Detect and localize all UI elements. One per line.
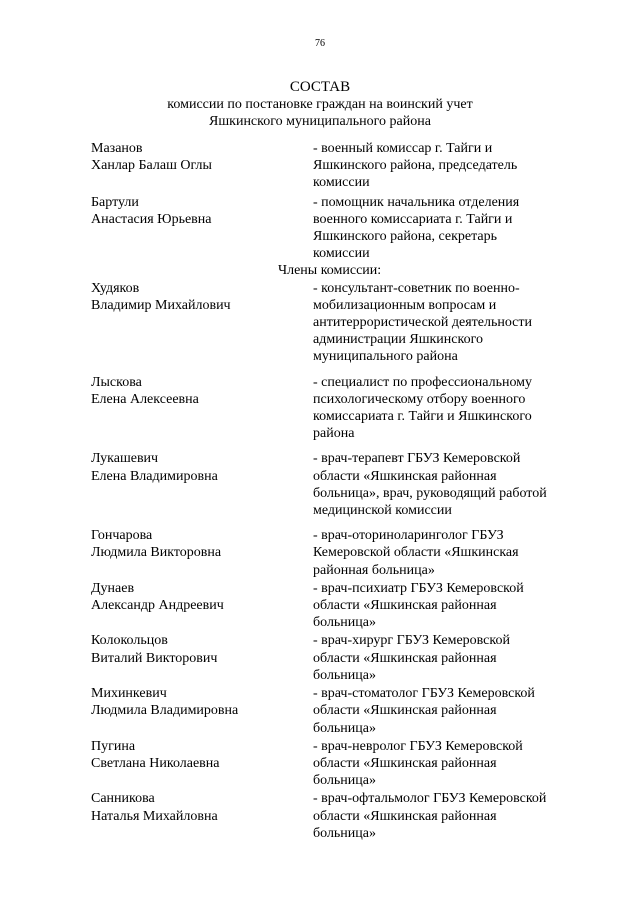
member-surname: Мазанов <box>91 141 143 156</box>
commission-members-list <box>91 140 591 842</box>
role-line: больница» <box>313 667 376 683</box>
member-name <box>91 790 313 842</box>
member-name <box>91 685 313 737</box>
member-role <box>313 194 583 263</box>
role-line: медицинской комиссии <box>313 503 452 519</box>
member-name <box>91 194 313 263</box>
member-given-names: Анастасия Юрьевна <box>91 211 212 227</box>
member-surname: Лукашевич <box>91 451 159 467</box>
member-given-names: Елена Владимировна <box>91 468 218 484</box>
member-entry <box>91 580 591 632</box>
member-role <box>313 374 583 443</box>
role-line: - врач-стоматолог ГБУЗ Кемеровской <box>313 686 535 702</box>
member-name <box>91 527 313 579</box>
role-line: военного комиссариата г. Тайги и <box>313 211 513 227</box>
member-name <box>91 280 313 366</box>
member-given-names: Светлана Николаевна <box>91 755 220 771</box>
role-line: больница» <box>313 825 376 841</box>
role-line: больница» <box>313 773 376 789</box>
member-name <box>91 374 313 443</box>
member-entry <box>91 632 591 684</box>
member-surname: Михинкевич <box>91 686 167 702</box>
role-line: - врач-оториноларинголог ГБУЗ <box>313 528 504 544</box>
role-line: психологическому отбору военного <box>313 391 526 407</box>
role-line: - врач-невролог ГБУЗ Кемеровской <box>313 738 523 754</box>
member-name <box>91 738 313 790</box>
member-given-names: Александр Андреевич <box>91 598 224 614</box>
role-line: мобилизационным вопросам и <box>313 297 497 313</box>
role-line: Яшкинского района, председатель <box>313 158 518 174</box>
member-role <box>313 738 583 790</box>
role-line: больница» <box>313 720 376 736</box>
members-heading: Члены комиссии: <box>278 263 382 279</box>
member-given-names: Владимир Михайлович <box>91 297 231 313</box>
role-line: больница» <box>313 615 376 631</box>
role-line: - консультант-советник по военно- <box>313 280 520 296</box>
role-line: больница», врач, руководящий работой <box>313 485 547 501</box>
member-given-names: Елена Алексеевна <box>91 391 199 407</box>
member-role <box>313 450 583 519</box>
role-line: области «Яшкинская районная <box>313 755 497 771</box>
role-line: - помощник начальника отделения <box>313 194 520 210</box>
member-entry <box>91 450 591 519</box>
member-role <box>313 632 583 684</box>
role-line: Кемеровской области «Яшкинская <box>313 545 519 561</box>
member-entry <box>91 280 591 366</box>
role-line: - врач-терапевт ГБУЗ Кемеровской <box>313 451 521 467</box>
role-line: области «Яшкинская районная <box>313 598 497 614</box>
member-role <box>313 280 583 366</box>
member-surname: Гончарова <box>91 528 153 544</box>
member-surname: Худяков <box>91 280 140 296</box>
role-line: комиссии <box>313 246 370 262</box>
member-role <box>313 685 583 737</box>
member-name <box>91 450 313 519</box>
member-given-names: Наталья Михайловна <box>91 808 218 824</box>
role-line: Яшкинского района, секретарь <box>313 229 498 245</box>
document-subtitle-line-1: комиссии по постановке граждан на воинский учет <box>167 97 473 112</box>
role-line: комиссии <box>313 175 370 191</box>
member-name <box>91 580 313 632</box>
member-surname: Лыскова <box>91 374 142 390</box>
member-given-names: Людмила Викторовна <box>91 545 222 561</box>
role-line: комиссариата г. Тайги и Яшкинского <box>313 409 532 425</box>
role-line: - врач-психиатр ГБУЗ Кемеровской <box>313 580 524 596</box>
document-subtitle-line-2: Яшкинского муниципального района <box>209 114 431 129</box>
member-surname: Дунаев <box>91 580 135 596</box>
member-surname: Бартули <box>91 194 139 210</box>
member-entry <box>91 374 591 443</box>
role-line: муниципального района <box>313 349 458 365</box>
member-surname: Санникова <box>91 791 155 807</box>
member-role <box>313 580 583 632</box>
role-line: области «Яшкинская районная <box>313 468 497 484</box>
member-surname: Колокольцов <box>91 633 168 649</box>
role-line: области «Яшкинская районная <box>313 650 497 666</box>
page-number: 76 <box>315 38 325 49</box>
member-given-names: Ханлар Балаш Оглы <box>91 158 212 174</box>
member-name <box>91 632 313 684</box>
role-line: - врач-офтальмолог ГБУЗ Кемеровской <box>313 791 547 807</box>
role-line: районная больница» <box>313 562 435 578</box>
role-line: области «Яшкинская районная <box>313 703 497 719</box>
member-role <box>313 790 583 842</box>
member-entry <box>91 194 591 263</box>
role-line: администрации Яшкинского <box>313 332 483 348</box>
member-given-names: Виталий Викторович <box>91 650 218 666</box>
role-line: - специалист по профессиональному <box>313 374 533 390</box>
member-name <box>91 140 313 192</box>
role-line: - военный комиссар г. Тайги и <box>313 141 493 156</box>
member-entry <box>91 685 591 737</box>
member-surname: Пугина <box>91 738 136 754</box>
document-title: СОСТАВ <box>289 79 351 95</box>
member-entry <box>91 738 591 790</box>
role-line: - врач-хирург ГБУЗ Кемеровской <box>313 633 510 649</box>
member-role <box>313 140 583 192</box>
role-line: района <box>313 426 355 442</box>
member-entry <box>91 790 591 842</box>
member-role <box>313 527 583 579</box>
member-given-names: Людмила Владимировна <box>91 703 239 719</box>
member-entry <box>91 140 591 192</box>
role-line: области «Яшкинская районная <box>313 808 497 824</box>
member-entry <box>91 527 591 579</box>
role-line: антитеррористической деятельности <box>313 315 533 331</box>
